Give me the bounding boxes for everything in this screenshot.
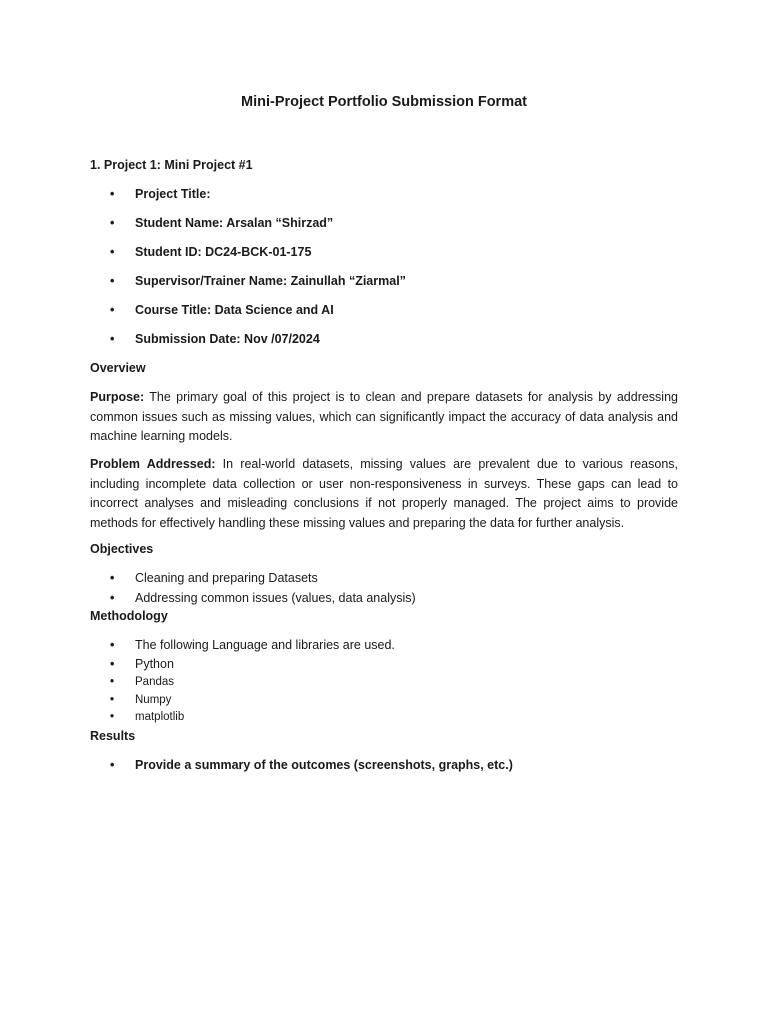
document-page (90, 0, 678, 1024)
methodology-item (110, 655, 174, 673)
objective-item (110, 569, 318, 587)
problem-label: Problem Addressed: (90, 457, 216, 471)
detail-student-name (110, 214, 333, 232)
detail-text: Student ID: DC24-BCK-01-175 (135, 245, 312, 259)
methodology-item (110, 708, 184, 726)
objectives-heading: Objectives (90, 542, 154, 556)
bullet-icon: • (110, 711, 115, 723)
methodology-item (110, 673, 174, 691)
bullet-icon: • (110, 216, 115, 230)
bullet-icon: • (110, 676, 115, 688)
detail-student-id (110, 243, 311, 261)
methodology-text: matplotlib (135, 711, 185, 723)
bullet-icon: • (110, 657, 115, 671)
document-title: Mini-Project Portfolio Submission Format (241, 94, 527, 110)
detail-text: Course Title: Data Science and AI (135, 303, 334, 317)
results-text: Provide a summary of the outcomes (screenshots, graphs, etc.) (135, 758, 513, 772)
bullet-icon: • (110, 591, 115, 605)
methodology-text: The following Language and libraries are used. (135, 638, 395, 652)
methodology-item (110, 636, 395, 654)
detail-text: Project Title: (135, 187, 211, 201)
methodology-text: Pandas (135, 676, 175, 688)
objective-text: Addressing common issues (values, data analysis) (135, 591, 416, 605)
detail-text: Submission Date: Nov /07/2024 (135, 332, 320, 346)
bullet-icon: • (110, 694, 115, 706)
bullet-icon: • (110, 245, 115, 259)
methodology-heading: Methodology (90, 609, 168, 623)
bullet-icon: • (110, 758, 115, 772)
bullet-icon: • (110, 303, 115, 317)
bullet-icon: • (110, 274, 115, 288)
detail-submission-date (110, 330, 320, 348)
bullet-icon: • (110, 571, 115, 585)
detail-text: Student Name: Arsalan “Shirzad” (135, 216, 334, 230)
detail-supervisor (110, 272, 406, 290)
objective-text: Cleaning and preparing Datasets (135, 571, 318, 585)
problem-paragraph (90, 455, 678, 533)
methodology-text: Python (135, 657, 174, 671)
methodology-text: Numpy (135, 694, 172, 706)
objective-item (110, 589, 416, 607)
purpose-text: The primary goal of this project is to clean and prepare datasets for analysis by addressing common issues such as missing values, which can significantly impact the accuracy of data analysis and machine learning models. (90, 390, 678, 443)
detail-course-title (110, 301, 334, 319)
results-item (110, 756, 513, 774)
methodology-item (110, 691, 171, 709)
project-heading: 1. Project 1: Mini Project #1 (90, 158, 253, 172)
purpose-label: Purpose: (90, 390, 145, 404)
bullet-icon: • (110, 638, 115, 652)
bullet-icon: • (110, 187, 115, 201)
detail-text: Supervisor/Trainer Name: Zainullah “Ziarmal” (135, 274, 406, 288)
problem-text: In real-world datasets, missing values are prevalent due to various reasons, including incomplete data collection or user non-responsiveness in surveys. These gaps can lead to incorrect analyses and misleading conclusions if not properly managed. The project aims to provide methods for effectively handling these missing values and preparing the data for further analysis. (90, 457, 678, 530)
purpose-paragraph (90, 388, 678, 447)
detail-project-title (110, 185, 210, 203)
results-heading: Results (90, 729, 136, 743)
overview-heading: Overview (90, 361, 146, 375)
bullet-icon: • (110, 332, 115, 346)
